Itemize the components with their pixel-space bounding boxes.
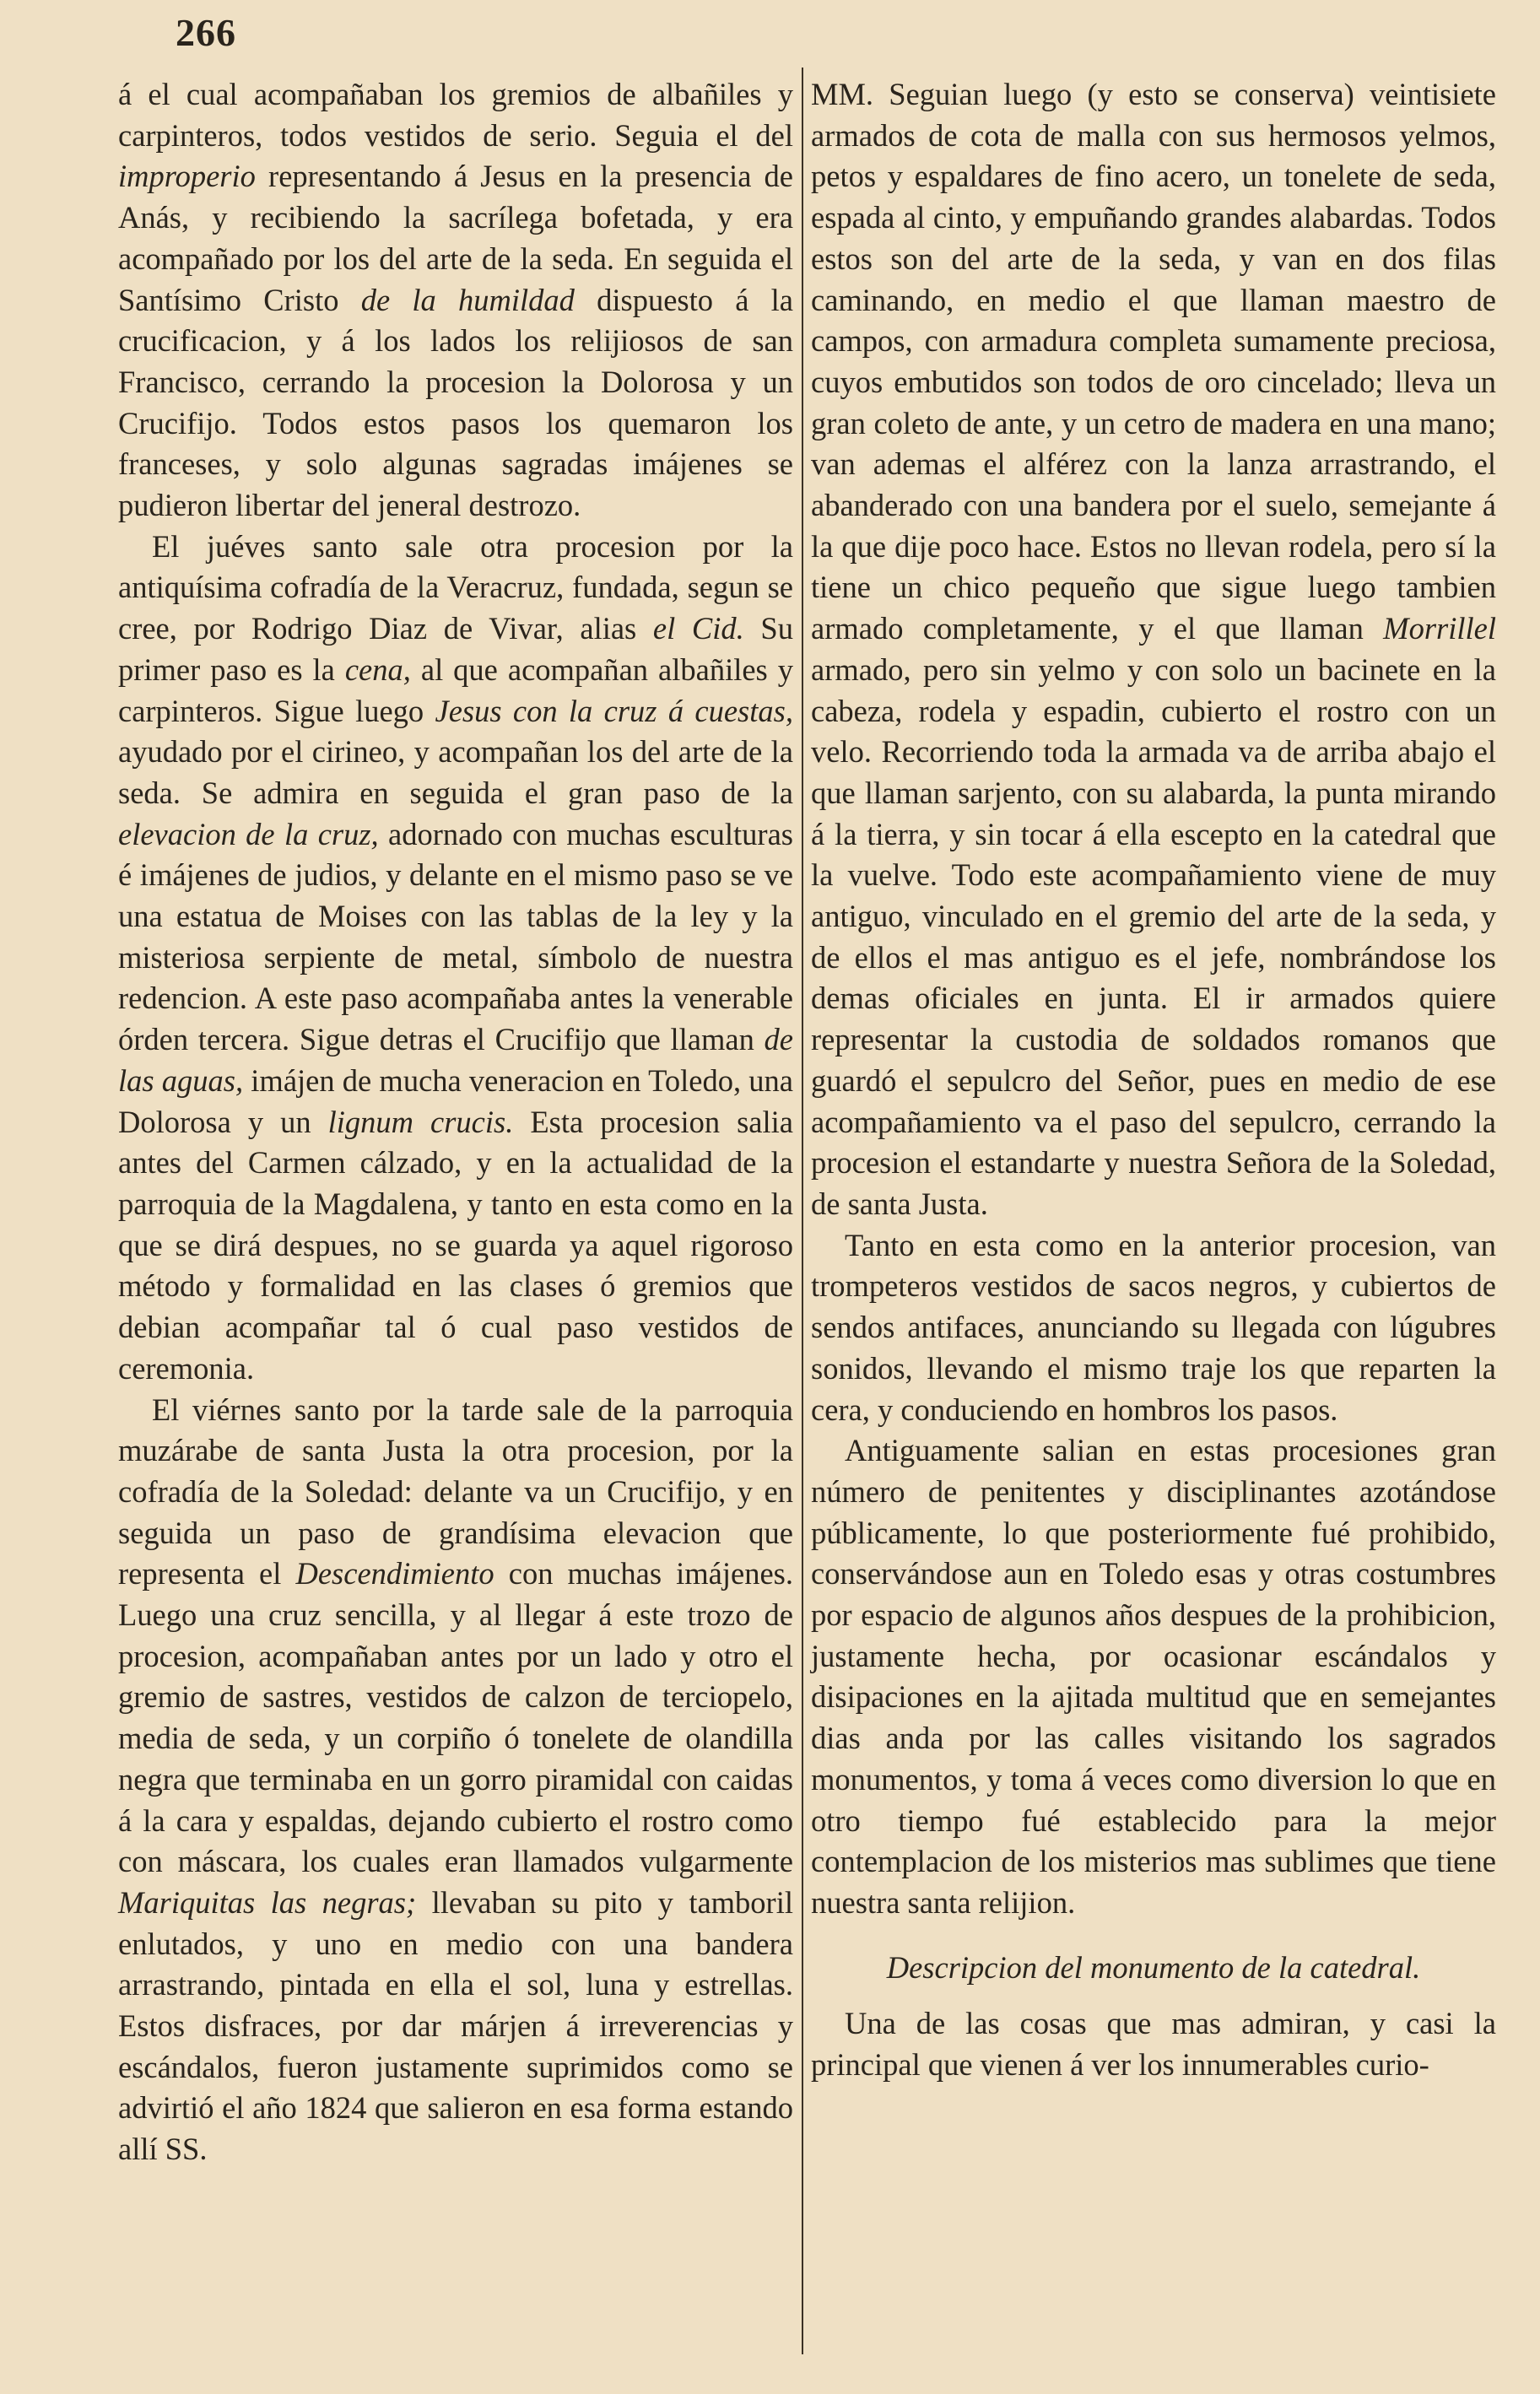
text-run: con muchas imájenes. Luego una cruz sencilla, y al llegar á este trozo de procesion, acompañaban antes por un lado y otro el gremio de sastres, vestidos de calzon de terciopelo, media de seda, y un corpiño ó tonelete de olandilla negra que terminaba en un gorro piramidal con caidas á la cara y espaldas, dejando cubierto el rostro como con máscara, los cuales eran llamados vulgarmente bbox=[118, 1556, 793, 1879]
italic-text: Descendimiento bbox=[295, 1556, 494, 1591]
italic-text: Morrillel bbox=[1383, 611, 1496, 646]
paragraph bbox=[811, 74, 1496, 1225]
left-column bbox=[118, 74, 793, 2353]
paragraph bbox=[118, 527, 793, 1390]
italic-text: el Cid. bbox=[652, 611, 744, 646]
text-run: Descripcion del monumento de la catedral. bbox=[886, 1949, 1421, 1985]
text-run: dispuesto á la crucificacion, y á los lados los relijiosos de san Francisco, cerrando la procesion la Dolorosa y un Crucifijo. Todos estos pasos los quemaron los franceses, y solo algunas sagradas imájenes se pudieron libertar del jeneral destrozo. bbox=[118, 282, 793, 523]
italic-text: Mariquitas las negras; bbox=[118, 1884, 417, 1920]
text-run: llevaban su pito y tamboril enlutados, y uno en medio con una bandera arrastrando, pintada en ella el sol, luna y estrellas. Estos disfraces, por dar márjen á irreverencias y escándalos, fueron justamente suprimidos como se advirtió el año 1824 que salieron en esa forma estando allí SS. bbox=[118, 1884, 793, 2167]
italic-text: de la humildad bbox=[360, 282, 575, 317]
text-run: Tanto en esta como en la anterior procesion, van trompeteros vestidos de sacos negros, y cubiertos de sendos antifaces, anunciando su llegada con lúgubres sonidos, llevando el mismo traje los que reparten la cera, y conduciendo en hombros los pasos. bbox=[811, 1227, 1496, 1427]
italic-text: lignum crucis. bbox=[327, 1104, 514, 1139]
text-run: á el cual acompañaban los gremios de albañiles y carpinteros, todos vestidos de serio. Seguia el del bbox=[118, 77, 793, 153]
text-run: adornado con muchas esculturas é imájenes de judios, y delante en el mismo paso se ve una estatua de Moises con las tablas de la ley y la misteriosa serpiente de metal, símbolo de nuestra redencion. A este paso acompañaba antes la venerable órden tercera. Sigue detras el Crucifijo que llaman bbox=[118, 816, 793, 1057]
italic-text: Jesus con la cruz á cuestas, bbox=[435, 693, 793, 728]
text-run: El juéves santo sale otra procesion por la antiquísima cofradía de la Veracruz, fundada, segun se cree, por Rodrigo Diaz de Vivar, alias bbox=[118, 528, 793, 646]
text-run: al que acompañan albañiles y carpinteros. Sigue luego bbox=[118, 651, 793, 728]
text-run: imájen de mucha veneracion en Toledo, una Dolorosa y un bbox=[118, 1062, 793, 1139]
paragraph bbox=[811, 1430, 1496, 1923]
text-run: El viérnes santo por la tarde sale de la parroquia muzárabe de santa Justa la otra procesion, por la cofradía de la Soledad: delante va un Crucifijo, y en seguida un paso de grandísima elevacion que representa el bbox=[118, 1392, 793, 1591]
italic-text: cena, bbox=[344, 651, 411, 687]
text-run: armado, pero sin yelmo y con solo un bacinete en la cabeza, rodela y espadin, cubierto el rostro con un velo. Recorriendo toda la armada va de arriba abajo el que llaman sarjento, con su alabarda, la punta mirando á la tierra, y sin tocar á ella escepto en la catedral que la vuelve. Todo este acompañamiento viene de muy antiguo, vinculado en el gremio del arte de la seda, y de ellos el mas antiguo es el jefe, nombrándose los demas oficiales en junta. El ir armados quiere representar la custodia de soldados romanos que guardó el sepulcro del Señor, pues en medio de ese acompañamiento va el paso del sepulcro, cerrando la procesion el estandarte y nuestra Señora de la Soledad, de santa Justa. bbox=[811, 651, 1496, 1221]
column-divider bbox=[802, 68, 803, 2354]
paragraph bbox=[118, 74, 793, 527]
page-number: 266 bbox=[176, 11, 236, 54]
text-run: Su primer paso es la bbox=[118, 611, 793, 687]
text-run: Antiguamente salian en estas procesiones gran número de penitentes y disciplinantes azotándose públicamente, lo que posteriormente fué prohibido, conservándose aun en Toledo esas y otras costumbres por espacio de algunos años despues de la prohibicion, justamente hecha, por ocasionar escándalos y disipaciones en la ajitada multitud que en semejantes dias anda por las calles visitando los sagrados monumentos, y toma á veces como diversion lo que en otro tiempo fué establecido para la mejor contemplacion de los misterios mas sublimes que tiene nuestra santa relijion. bbox=[811, 1433, 1496, 1920]
text-run: representando á Jesus en la presencia de Anás, y recibiendo la sacrílega bofetada, y era acompañado por los del arte de la seda. En seguida el Santísimo Cristo bbox=[118, 159, 793, 317]
paragraph bbox=[118, 1390, 793, 2170]
section-heading bbox=[811, 1948, 1496, 1989]
italic-text: de las aguas, bbox=[118, 1022, 793, 1098]
paragraph bbox=[811, 2003, 1496, 2085]
text-run: MM. Seguian luego (y esto se conserva) veintisiete armados de cota de malla con sus hermosos yelmos, petos y espaldares de fino acero, un tonelete de seda, espada al cinto, y empuñando grandes alabardas. Todos estos son del arte de la seda, y van en dos filas caminando, en medio el que llaman maestro de campos, con armadura completa sumamente preciosa, cuyos embutidos son todos de oro cincelado; lleva un gran coleto de ante, y un cetro de madera en una mano; van ademas el alférez con la lanza arrastrando, el abanderado con una bandera por el suelo, semejante á la que dije poco hace. Estos no llevan rodela, pero sí la tiene un chico pequeño que sigue luego tambien armado completamente, y el que llaman bbox=[811, 77, 1496, 646]
text-run: Una de las cosas que mas admiran, y casi la principal que vienen á ver los innumerables curio- bbox=[811, 2006, 1496, 2083]
text-run: ayudado por el cirineo, y acompañan los del arte de la seda. Se admira en seguida el gran paso de la bbox=[118, 734, 793, 810]
italic-text: improperio bbox=[118, 159, 256, 194]
paragraph bbox=[811, 1225, 1496, 1431]
italic-text: elevacion de la cruz, bbox=[118, 816, 379, 851]
text-run: Esta procesion salia antes del Carmen cálzado, y en la actualidad de la parroquia de la Magdalena, y tanto en esta como en la que se dirá despues, no se guarda ya aquel rigoroso método y formalidad en las clases ó gremios que debian acompañar tal ó cual paso vestidos de ceremonia. bbox=[118, 1104, 793, 1386]
right-column bbox=[811, 74, 1496, 2353]
